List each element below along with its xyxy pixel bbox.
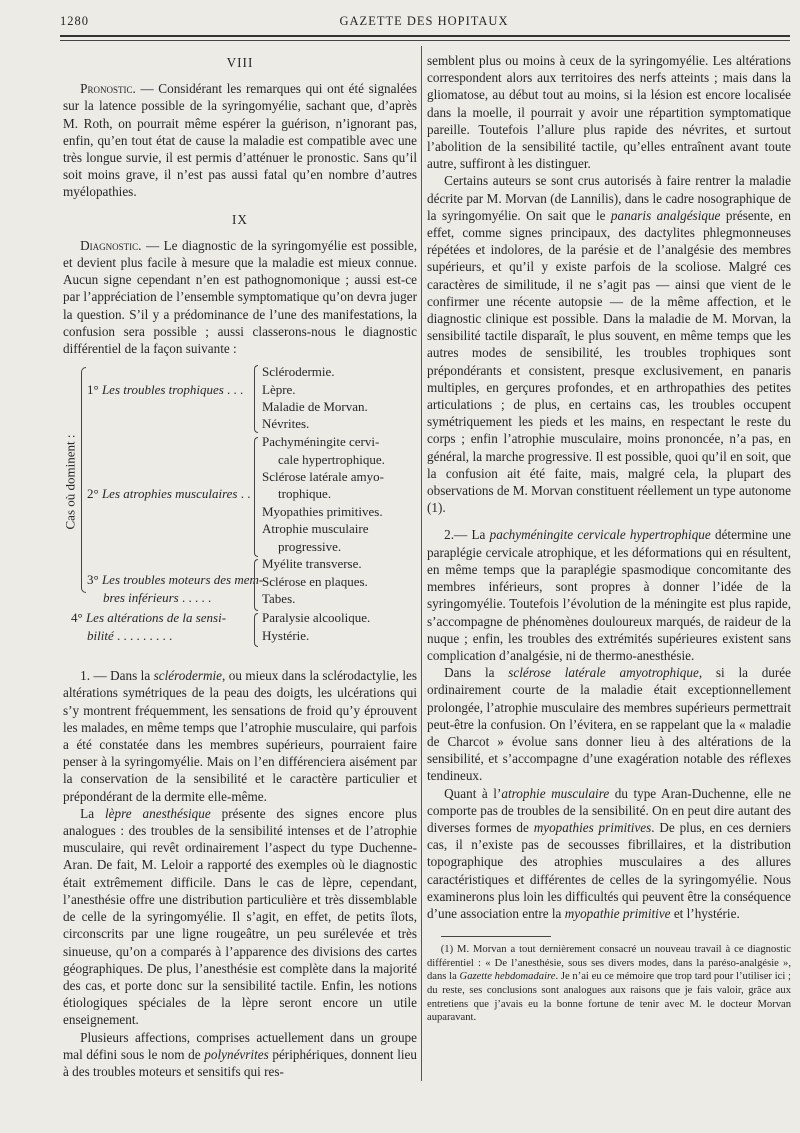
prognostic-heading: Pronostic. bbox=[80, 81, 136, 97]
prognostic-text: — Considérant les remarques qui ont été signalées sur la latence possible de la syringomyélie, sachant que, d’après M. Roth, on pourrait même espérer la guérison, n’ignorant pas, enfin, qu’en tout état de cause la maladie est compatible avec une très longue survie, il est permis d’atténuer le pronostic. Sans qu’il soit moins grave, il n’est pas aussi fatal qu’en nombre d’autres myélopathies. bbox=[63, 81, 417, 200]
category-trophic: 1° Les troubles trophiques . . . bbox=[87, 382, 244, 398]
left-column bbox=[63, 54, 417, 1080]
category-motor: 3° Les troubles moteurs des mem- bres inférieurs . . . . . bbox=[87, 572, 264, 605]
right-column bbox=[427, 52, 791, 1025]
pachymeningite-paragraph: 2.— La pachyméningite cervicale hypertrophique détermine une paraplégie cervicale atrophique, et les déformations qui en résultent, en même temps que la paraplégie spasmodique concomitante des membres inférieurs, sont propres à donner l’idée de la syringomyélie. Toutefois l’évolution de la méningite est plus rapide, s’accompagne de phénomènes douloureux marqués, de raideur de la nuque ; enfin, les troubles des extrémités supérieures existent sans complication d’analgésie, ni de thermo-anesthésie. bbox=[427, 527, 791, 663]
page-header bbox=[60, 14, 788, 32]
prognostic-paragraph bbox=[63, 80, 417, 200]
lepre-paragraph: La lèpre anesthésique présente des signes encore plus analogues : des troubles de la sensibilité intenses et de l’atrophie musculaire, qui revêt ordinairement l’aspect du type Duchenne-Aran. De fait, M. Leloir a rapporté des exemples où le diagnostic était extrêmement difficile. Dans le cas de lèpre, cependant, l’anesthésie offre une distribution particulière et très dissemblable de celle de la syringomyélie. Il s’agit, en effet, de petits îlots, circonscrits par une ligne rougeâtre, un peu surélevée et très sinueuse, qu’on a comparés à l’apparence des divisions des cartes géographiques. De plus, l’anesthésie est complète dans la majorité des cas, et porte donc sur la sensibilité tactile. Enfin, les notions étiologiques spéciales de la lèpre seront encore un utile enseignement. bbox=[63, 805, 417, 1028]
item-myopathies: Myopathies primitives. bbox=[262, 503, 383, 519]
section-title-ix: IX bbox=[232, 211, 248, 227]
item-nevrites: Névrites. bbox=[262, 416, 310, 432]
items-trophic bbox=[262, 363, 368, 433]
brace-sensibility bbox=[254, 613, 258, 647]
atrophie-paragraph: Quant à l’atrophie musculaire du type Aran-Duchenne, elle ne comporte pas de troubles de la sensibilité. On en peut dire autant des diverses formes de myopathies primitives. De plus, en ces derniers cas, il n’existe pas de secousses fibrillaires, et la distribution topographique des atrophies musculaires a des allures caractéristiques et différentes de celles de la syringomyélie. Nous examinerons plus loin les difficultés qui peuvent être la conséquence d’une association entre la myopathie primitive et l’hystérie. bbox=[427, 785, 792, 921]
item-sclerose-plaques: Sclérose en plaques. bbox=[262, 573, 368, 589]
nevrites-continuation: semblent plus ou moins à ceux de la syringomyélie. Les altérations correspondent alors aux territoires des nerfs atteints ; mais dans la gliomatose, au début tout au moins, si la lésion est encore localisée dans la moelle, il pourrait y avoir une répartition symptomatique pareille. Toutefois l’allure plus rapide des névrites, et surtout l’abolition de la sensibilité tactile, qu’elles entraînent avant toute autre, suffiront à les distinguer. bbox=[427, 53, 791, 172]
header-rule-thin bbox=[60, 40, 790, 41]
brace-trophic bbox=[254, 365, 258, 433]
diagnostic-paragraph bbox=[63, 237, 417, 357]
item-paralysie-alcoolique: Paralysie alcoolique. bbox=[262, 610, 371, 626]
item-sclerose-laterale-cont: trophique. bbox=[278, 486, 332, 502]
footnote-rule bbox=[441, 936, 551, 937]
table-vertical-label: Cas où dominent : bbox=[62, 434, 78, 530]
morvan-paragraph: Certains auteurs se sont crus autorisés à faire rentrer la maladie décrite par M. Morvan (de Lannilis), dans le cadre nosographique de la syringomyélie. On sait que le panaris analgésique présente, en effet, comme signes principaux, des dactylites phlegmonneuses répétées et indolores, de la parésie et de l’analgésie des membres supérieurs, et qu’il y existe parfois de la scoliose. Malgré ces caractères de similitude, il ne s’agit pas — ainsi que vient de le confirmer une récente autopsie — de la même affection, et le diagnostic clinique est possible. Dans la maladie de M. Morvan, la sensibilité tactile disparaît, le plus souvent, en même temps que les autres modes de sensibilité, les troubles trophiques sont prépondérants et consistent, presque exclusivement, en panaris multiples, en gerçures profondes, et en arthropathies des petites articulations ; de plus, en certains cas, les troubles occupent symétriquement les pieds et les mains, en respectant le reste du corps ; enfin l’atrophie musculaire, moins prononcée, n’a pas, en général, la marche progressive. Il est possible, quoi qu’il en soit, que la confusion ait été faite, mais, malgré cela, la plupart des observations de M. Morvan constituent réellement un type autonome (1). bbox=[427, 173, 791, 516]
item-pachymeningite: Pachyméningite cervi- bbox=[262, 434, 380, 450]
items-sensibility bbox=[262, 609, 370, 644]
page-number: 1280 bbox=[60, 14, 89, 28]
item-pachymeningite-cont: cale hypertrophique. bbox=[278, 451, 385, 467]
brace-atrophies bbox=[254, 437, 258, 557]
section-title-viii: VIII bbox=[226, 55, 254, 70]
header-rule-thick bbox=[60, 35, 790, 37]
item-myelite: Myélite transverse. bbox=[262, 556, 362, 572]
footnote: (1) M. Morvan a tout dernièrement consacré un nouveau travail à ce diagnostic différentiel : « De l’anesthésie, sous ses divers modes, dans la paréso-analgésie », dans la Gazette hebdomadaire. Je n’ai eu ce mémoire que trop tard pour l’utiliser ici ; du reste, ses conclusions sont analogues aux raisons que je fais valoir, grâce aux entretiens que j’avais eu la bonne fortune de tenir avec M. le docteur Morvan auparavant. bbox=[427, 944, 791, 1024]
journal-title: GAZETTE DES HOPITAUX bbox=[339, 14, 509, 28]
brace-motor bbox=[254, 559, 258, 611]
diagnostic-text: — Le diagnostic de la syringomyélie est possible, et devient plus facile à mesure que la maladie est mieux connue. Aucun signe cependant n’en est pathognomonique ; aussi est-ce par l’appréciation de l’ensemble symptomatique qu’on devra juger la question. S’il y a prédominance de l’une des manifestations, la confusion sera possible ; aussi classerons-nous le diagnostic différentiel de la façon suivante : bbox=[63, 237, 417, 357]
column-divider bbox=[421, 46, 422, 1081]
item-sclerose-laterale: Sclérose latérale amyo- bbox=[262, 469, 384, 485]
polynevrites-paragraph: Plusieurs affections, comprises actuellement dans un groupe mal défini sous le nom de polynévrites périphériques, donnent lieu à des troubles moteurs et sensitifs qui res- bbox=[63, 1029, 417, 1079]
item-atrophie-musculaire: Atrophie musculaire bbox=[262, 521, 369, 537]
item-sclerodermie: Sclérodermie. bbox=[262, 364, 335, 380]
sclerose-laterale-paragraph: Dans la sclérose latérale amyotrophique, si la durée ordinairement courte de la maladie était exceptionnellement prolongée, l’atrophie musculaire des membres supérieurs permettrait peut-être la confusion. On l’évitera, en se rappelant que la « maladie de Charcot » évolue sans donner lieu à des altérations de la sensibilité, et s’accompagne d’une exagération notable des réflexes tendineux. bbox=[427, 665, 791, 784]
item-lepre: Lèpre. bbox=[262, 381, 296, 397]
sclerodermie-paragraph: 1. — Dans la sclérodermie, ou mieux dans la sclérodactylie, les altérations symétriques de la peau des doigts, les ulcérations qui s’y montrent fréquemment, les sensations de froid qu’y éprouvent les malades, en même temps que l’atrophie musculaire, qui parfois a été constatée dans les membres supérieurs, pourraient faire penser à la syringomyélie. Mais on l’en différenciera aisément par la conservation de la sensibilité et le caractère particulier et prépondérant de la dermite elle-même. bbox=[63, 668, 418, 804]
differential-diagnosis-table bbox=[63, 363, 417, 661]
item-atrophie-musculaire-cont: progressive. bbox=[278, 538, 342, 554]
items-atrophies bbox=[262, 433, 385, 555]
items-motor bbox=[262, 555, 368, 607]
diagnostic-heading: Diagnostic. bbox=[80, 237, 142, 253]
item-maladie-morvan: Maladie de Morvan. bbox=[262, 399, 368, 415]
category-sensibility: 4° Les altérations de la sensi- bilité . . . . . . . . . bbox=[71, 610, 227, 643]
item-tabes: Tabes. bbox=[262, 591, 296, 607]
category-atrophies: 2° Les atrophies musculaires . . bbox=[87, 486, 251, 502]
table-main-brace bbox=[81, 367, 86, 593]
item-hysterie: Hystérie. bbox=[262, 627, 310, 643]
